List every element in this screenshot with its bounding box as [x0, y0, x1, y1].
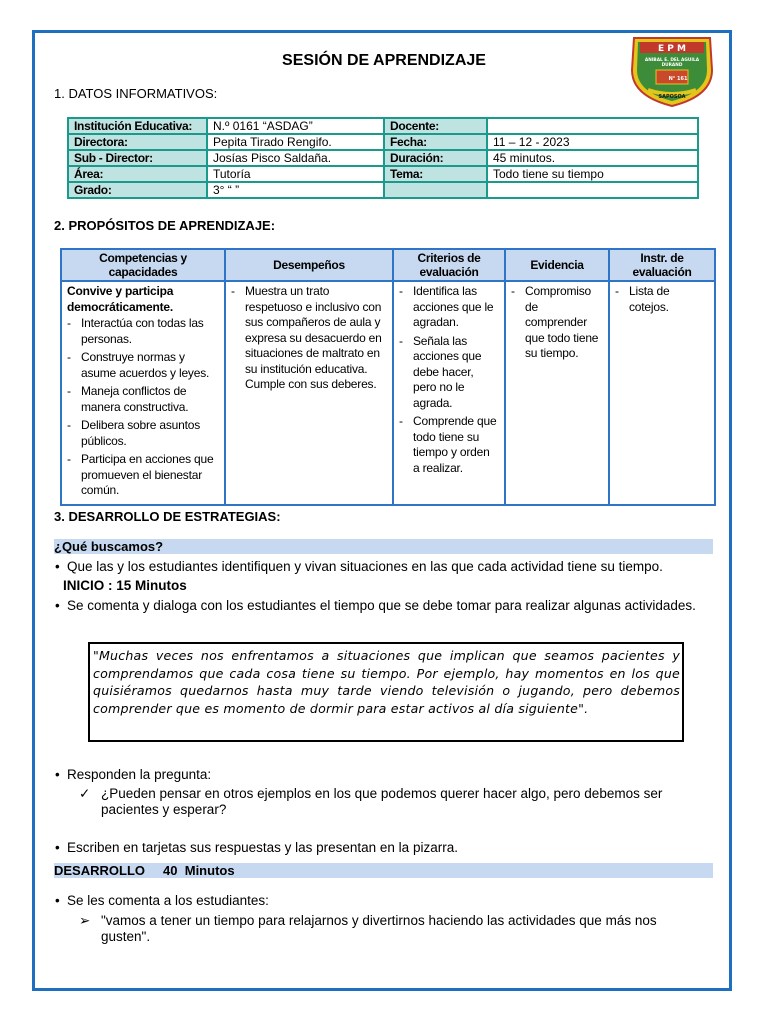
info-label: Docente: [384, 118, 487, 134]
list-item: - Señala las acciones que debe hacer, pero no le agrada. [399, 333, 482, 410]
info-value: Tutoría [207, 166, 384, 182]
logo-top-text: E P M [658, 44, 686, 54]
criterios-cell [393, 281, 505, 505]
info-label: Área: [68, 166, 207, 182]
info-value: Pepita Tirado Rengifo. [207, 134, 384, 150]
list-item: - Comprende que todo tiene su tiempo y orden a realizar. [399, 414, 497, 475]
info-value: 45 minutos. [487, 150, 698, 166]
list-item: - Lista de cotejos. [615, 284, 670, 314]
check-icon: ✓ [79, 786, 91, 801]
section3-title: 3. DESARROLLO DE ESTRATEGIAS: [54, 509, 281, 524]
header-desempenos: Desempeños [225, 249, 393, 281]
desempenos-cell [225, 281, 393, 505]
responden-item: • Responden la pregunta: [55, 767, 212, 782]
escriben-item: • Escriben en tarjetas sus respuestas y las presentan en la pizarra. [55, 840, 458, 855]
list-item: - Compromiso de comprender que todo tiene su tiempo. [511, 284, 599, 360]
bullet-icon: • [55, 767, 60, 782]
purposes-table [60, 248, 716, 506]
se-les-item: • Se les comenta a los estudiantes: [55, 893, 269, 908]
header-evidencia: Evidencia [505, 249, 609, 281]
quote-box: "Muchas veces nos enfrentamos a situaciones que implican que seamos pacientes y comprendamos que cada cosa tiene su tiempo. Por ejemplo, hay momentos en los que quisiéramos quedarnos hasta muy tarde viendo televisión o jugando, pero debemos comprender que es momento de dormir para estar activos al día siguiente". [88, 642, 684, 742]
list-item: - Delibera sobre asuntos públicos. [67, 418, 201, 448]
info-label: Grado: [68, 182, 207, 198]
logo-line1: ANIBAL E. DEL AGUILA [644, 58, 700, 63]
arrow-icon: ➢ [79, 913, 91, 928]
info-table [67, 117, 699, 199]
bullet-icon: • [55, 840, 60, 855]
info-value [487, 182, 698, 198]
info-row [68, 150, 698, 166]
competencias-cell [61, 281, 225, 505]
info-value: Josías Pisco Saldaña. [207, 150, 384, 166]
comenta-item: • Se comenta y dialoga con los estudiantes el tiempo que se debe tomar para realizar algunas actividades. [55, 598, 696, 613]
info-row [68, 134, 698, 150]
bullet-icon: • [55, 893, 60, 908]
info-value: 3° “ ” [207, 182, 384, 198]
list-item: - Interactúa con todas las personas. [67, 316, 204, 346]
logo-line2: DURAND [661, 63, 683, 68]
info-value: 11 – 12 - 2023 [487, 134, 698, 150]
pregunta-item: ✓ ¿Pueden pensar en otros ejemplos en los que podemos querer hacer algo, pero debemos ser pacientes y esperar? [79, 786, 663, 817]
section2-title: 2. PROPÓSITOS DE APRENDIZAJE: [54, 218, 276, 233]
page-title: SESIÓN DE APRENDIZAJE [282, 52, 486, 69]
info-label: Duración: [384, 150, 487, 166]
info-row [68, 118, 698, 134]
info-value [487, 118, 698, 134]
info-label: Fecha: [384, 134, 487, 150]
purposes-header-row [61, 249, 715, 281]
info-value: Todo tiene su tiempo [487, 166, 698, 182]
info-label: Directora: [68, 134, 207, 150]
list-item: - Construye normas y asume acuerdos y leyes. [67, 350, 210, 380]
instrumento-cell [609, 281, 715, 505]
bullet-icon: • [55, 598, 60, 613]
logo-line3: N° 161 [668, 76, 688, 82]
purposes-row [61, 281, 715, 505]
list-item: - Maneja conflictos de manera constructiva. [67, 384, 189, 414]
evidencia-cell [505, 281, 609, 505]
header-competencias: Competencias y capacidades [61, 249, 225, 281]
bullet-icon: • [55, 559, 60, 574]
competencia-title: Convive y participa democráticamente. [67, 284, 174, 314]
section1-title: 1. DATOS INFORMATIVOS: [54, 86, 218, 101]
info-row [68, 166, 698, 182]
school-logo [626, 34, 718, 108]
info-value: N.º 0161 “ASDAG” [207, 118, 384, 134]
purpose-item: • Que las y los estudiantes identifiquen y vivan situaciones en las que cada actividad tiene su tiempo. [55, 559, 663, 574]
logo-bottom-text: SAPOSOA [658, 94, 686, 100]
header-criterios: Criterios de evaluación [393, 249, 505, 281]
info-label: Sub - Director: [68, 150, 207, 166]
list-item: - Identifica las acciones que le agradan. [399, 284, 494, 329]
cita-item: ➢ "vamos a tener un tiempo para relajarnos y divertirnos haciendo las actividades que más nos gusten". [79, 913, 657, 944]
header-instrumento: Instr. de evaluación [609, 249, 715, 281]
info-label: Institución Educativa: [68, 118, 207, 134]
desarrollo-band: DESARROLLO 40 Minutos [54, 863, 713, 878]
info-label: Tema: [384, 166, 487, 182]
inicio-heading: INICIO : 15 Minutos [63, 578, 187, 593]
que-buscamos-band: ¿Qué buscamos? [54, 539, 713, 554]
list-item: - Participa en acciones que promueven el bienestar común. [67, 452, 214, 497]
info-row [68, 182, 698, 198]
list-item: - Muestra un trato respetuoso e inclusivo con sus compañeros de aula y expresa su desacuerdo en situaciones de maltrato en su institución educativa. Cumple con sus deberes. [231, 284, 382, 391]
info-label [384, 182, 487, 198]
